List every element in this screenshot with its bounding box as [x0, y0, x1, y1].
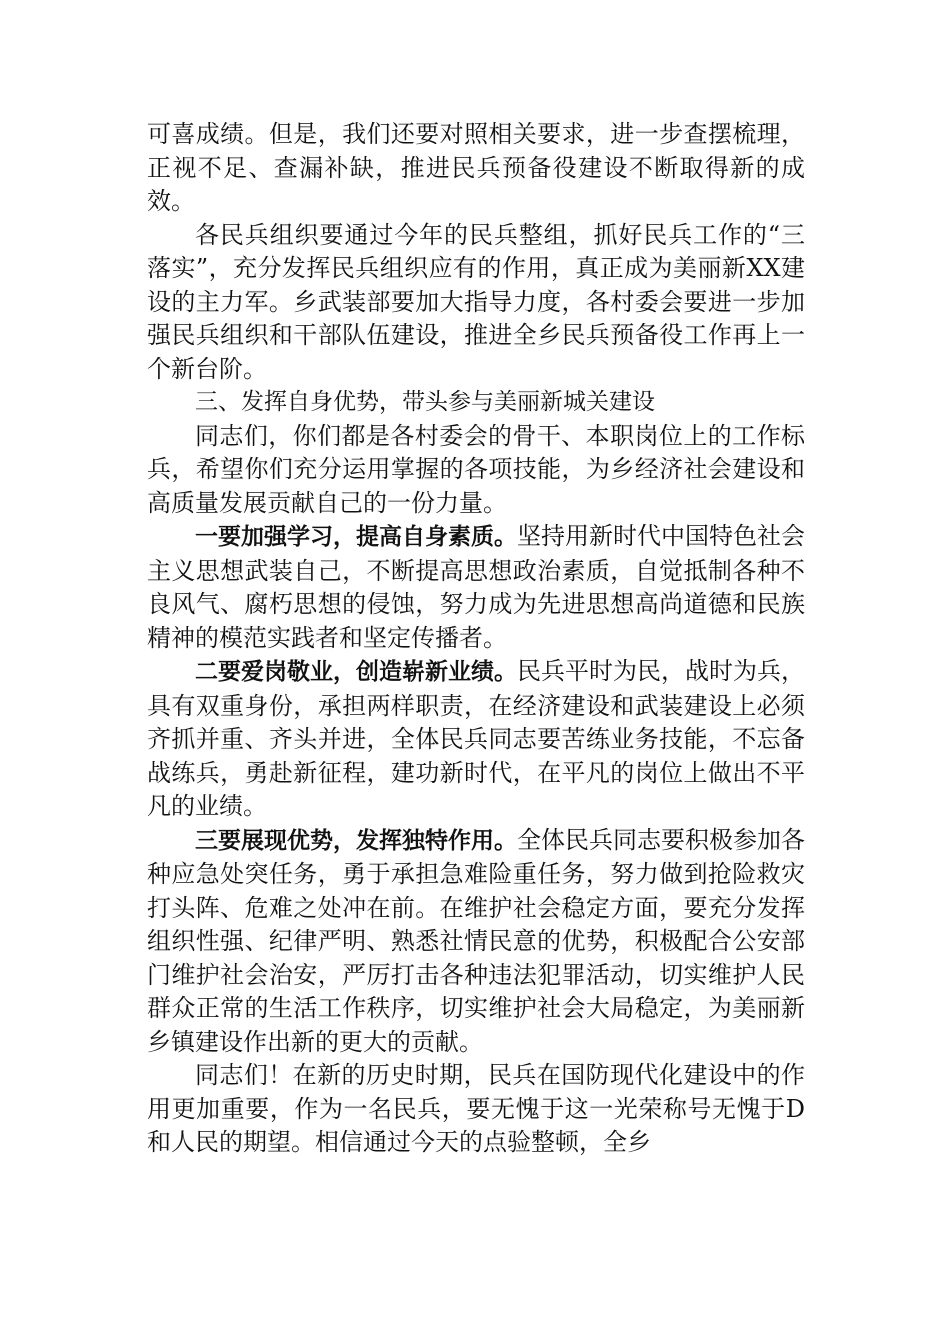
paragraph-closing: 同志们！在新的历史时期，民兵在国防现代化建设中的作用更加重要，作为一名民兵，要无愧于这一光荣称号无愧于D和人民的期望。相信通过今天的点验整顿，全乡	[147, 1061, 805, 1156]
paragraph-point-two	[147, 655, 805, 824]
point-three-text: 全体民兵同志要积极参加各种应急处突任务，勇于承担急难险重任务，努力做到抢险救灾打头阵、危难之处冲在前。在维护社会稳定方面，要充分发挥组织性强、纪律严明、熟悉社情民意的优势，积极配合公安部门维护社会治安，严厉打击各种违法犯罪活动，切实维护人民群众正常的生活工作秩序，切实维护社会大局稳定，为美丽新乡镇建设作出新的更大的贡献。	[147, 825, 805, 1056]
paragraph-continuation: 可喜成绩。但是，我们还要对照相关要求，进一步查摆梳理，正视不足、查漏补缺，推进民兵预备役建设不断取得新的成效。	[147, 120, 805, 215]
point-one-lead: 一要加强学习，提高自身素质。	[195, 524, 517, 550]
paragraph-point-one	[147, 520, 805, 655]
point-one-text: 坚持用新时代中国特色社会主义思想武装自己，不断提高思想政治素质，自觉抵制各种不良风气、腐朽思想的侵蚀，努力成为先进思想高尚道德和民族精神的模范实践者和坚定传播者。	[147, 522, 805, 652]
point-three-lead: 三要展现优势，发挥独特作用。	[195, 827, 517, 854]
paragraph-comrades-intro: 同志们，你们都是各村委会的骨干、本职岗位上的工作标兵，希望你们充分运用掌握的各项技能，为乡经济社会建设和高质量发展贡献自己的一份力量。	[147, 421, 805, 517]
section-heading: 三、发挥自身优势，带头参与美丽新城关建设	[195, 389, 655, 415]
point-two-text: 民兵平时为民，战时为兵，具有双重身份，承担两样职责，在经济建设和武装建设上必须齐抓并重、齐头并进，全体民兵同志要苦练业务技能，不忘备战练兵，勇赴新征程，建功新时代，在平凡的岗位上做出不平凡的业绩。	[147, 657, 805, 820]
paragraph-point-three	[147, 824, 805, 1060]
document-body	[147, 118, 805, 1160]
paragraph-militia-organization: 各民兵组织要通过今年的民兵整组，抓好民兵工作的“三落实”，充分发挥民兵组织应有的作用，真正成为美丽新XX建设的主力军。乡武装部要加大指导力度，各村委会要进一步加强民兵组织和干部队伍建设，推进全乡民兵预备役工作再上一个新台阶。	[147, 220, 805, 383]
point-two-lead: 二要爱岗敬业，创造崭新业绩。	[195, 659, 517, 685]
